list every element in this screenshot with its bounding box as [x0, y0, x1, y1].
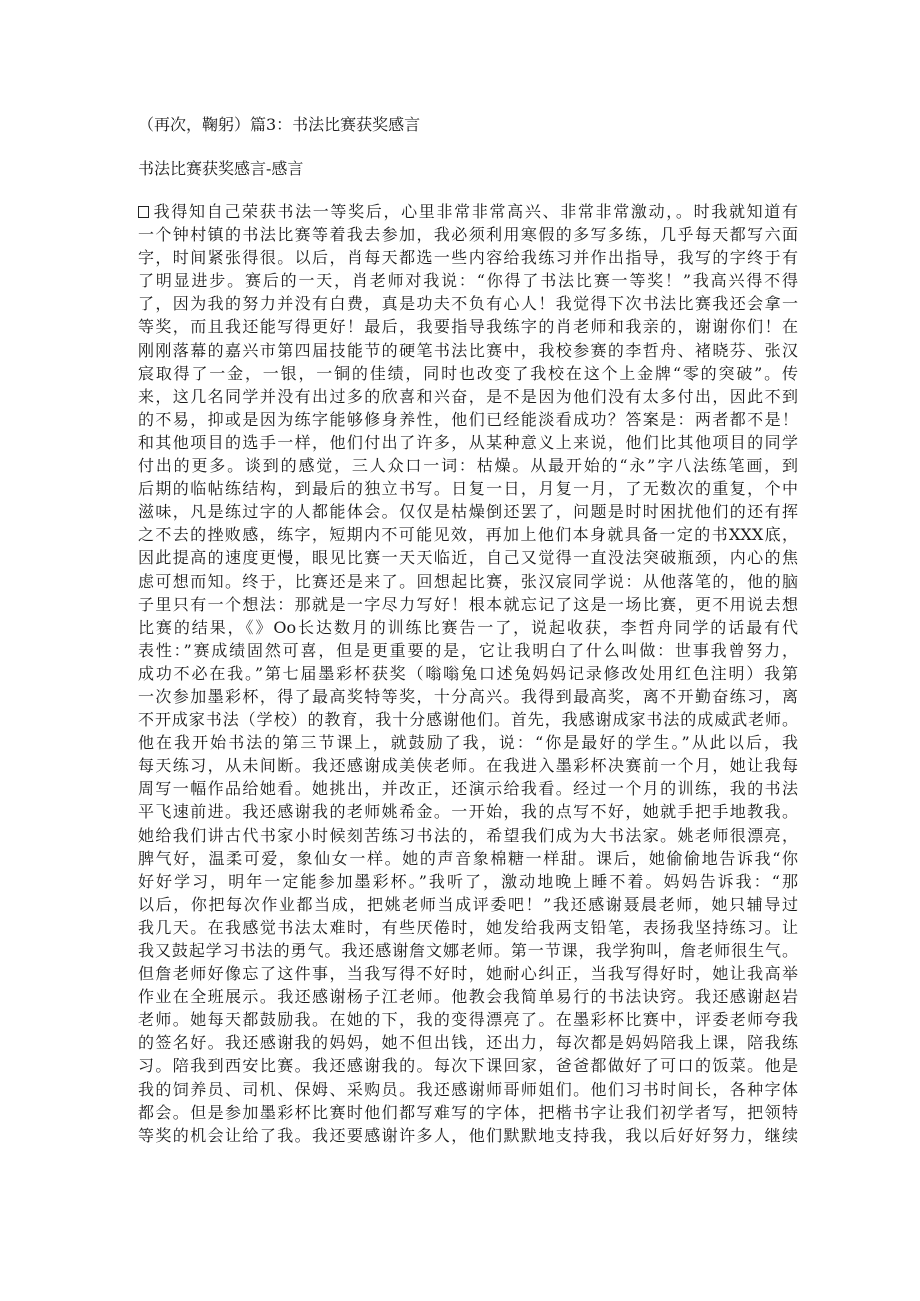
body-line [138, 339, 798, 362]
body-line-text: 来，这几名同学并没有出过多的欣喜和兴奋，是不是因为他们没有太多付出，因此不到 [138, 386, 798, 406]
body-line-text: 好好学习，明年一定能参加墨彩杯。”我听了，激动地晚上睡不着。妈妈告诉我：“那 [138, 871, 798, 891]
body-line-text: 刚刚落幕的嘉兴市第四届技能节的硬笔书法比赛中，我校参赛的李哲舟、褚晓芬、张汉 [138, 340, 798, 360]
body-line [138, 200, 798, 223]
body-line-text: 成功不必在我。”第七届墨彩杯获奖（嗡嗡兔口述兔妈妈记录修改处用红色注明）我第 [138, 663, 798, 683]
body-line [138, 246, 798, 269]
body-line-text: 习。陪我到西安比赛。我还感谢我的。每次下课回家，爸爸都做好了可口的饭菜。他是 [138, 1056, 798, 1076]
body-line [138, 1078, 798, 1101]
body-line [138, 477, 798, 500]
body-line-text: 我的饲养员、司机、保姆、采购员。我还感谢师哥师姐们。他们习书时间长，各种字体 [138, 1079, 798, 1099]
body-line-text: 的签名好。我还感谢我的妈妈，她不但出钱，还出力，每次都是妈妈陪我上课，陪我练 [138, 1033, 798, 1053]
body-line [138, 662, 798, 685]
body-line [138, 385, 798, 408]
body-line-text: 的不易，抑或是因为练字能够修身养性，他们已经能淡看成功？答案是：两者都不是！ [138, 409, 798, 429]
body-line [138, 616, 798, 639]
body-line [138, 223, 798, 246]
body-line [138, 939, 798, 962]
body-line [138, 431, 798, 454]
body-line [138, 639, 798, 662]
body-line [138, 754, 798, 777]
section-heading: （再次，鞠躬）篇3：书法比赛获奖感言 [138, 115, 421, 134]
body-line [138, 546, 798, 569]
body-line-text: 一个钟村镇的书法比赛等着我去参加，我必须利用寒假的多写多练，几乎每天都写六面 [138, 225, 798, 245]
body-line [138, 731, 798, 754]
body-line-text: 之不去的挫败感，练字，短期内不可能见效，再加上他们本身就具备一定的书XXX底， [138, 525, 798, 545]
body-line [138, 1054, 798, 1077]
body-line [138, 1008, 798, 1031]
body-line [138, 893, 798, 916]
body-line-text: 我得知自己荣获书法一等奖后，心里非常非常高兴、非常非常激动，。时我就知道有 [152, 202, 798, 221]
body-line-text: 不开成家书法（学校）的教育，我十分感谢他们。首先，我感谢成家书法的成威武老师。 [138, 710, 798, 730]
body-line-text: 了明显进步。赛后的一天，肖老师对我说：“你得了书法比赛一等奖！”我高兴得不得 [138, 271, 798, 291]
body-line-text: 但詹老师好像忘了这件事，当我写得不好时，她耐心纠正，当我写得好时，她让我高举 [138, 964, 798, 984]
body-line [138, 708, 798, 731]
checkbox-icon [138, 206, 149, 218]
body-line [138, 916, 798, 939]
body-line-text: 后期的临帖练结构，到最后的独立书写。日复一日，月复一月，了无数次的重复，个中 [138, 479, 798, 499]
body-line [138, 454, 798, 477]
body-line [138, 269, 798, 292]
body-line [138, 824, 798, 847]
body-line [138, 800, 798, 823]
body-line-text: 脾气好，温柔可爱，象仙女一样。她的声音象棉糖一样甜。课后，她偷偷地告诉我“你 [138, 848, 798, 868]
body-line [138, 500, 798, 523]
body-line [138, 847, 798, 870]
body-line [138, 593, 798, 616]
body-line-text: 平飞速前进。我还感谢我的老师姚希金。一开始，我的点写不好，她就手把手地教我。 [138, 802, 798, 822]
body-line-text: 每天练习，从未间断。我还感谢成美侠老师。在我进入墨彩杯决赛前一个月，她让我每 [138, 756, 798, 776]
body-line [138, 1031, 798, 1054]
body-line [138, 985, 798, 1008]
body-line-text: 子里只有一个想法：那就是一字尽力写好！根本就忘记了这是一场比赛，更不用说去想 [138, 594, 798, 614]
body-line-text: 作业在全班展示。我还感谢杨子江老师。他教会我简单易行的书法诀窍。我还感谢赵岩 [138, 987, 798, 1007]
body-line [138, 962, 798, 985]
body-line-text: 等奖，而且我还能写得更好！最后，我要指导我练字的肖老师和我亲的，谢谢你们！在 [138, 317, 798, 337]
body-line-text: 我几天。在我感觉书法太难时，有些厌倦时，她发给我两支铅笔，表扬我坚持练习。让 [138, 917, 798, 937]
article-title: 书法比赛获奖感言-感言 [138, 159, 304, 178]
body-line-text: 虑可想而知。终于，比赛还是来了。回想起比赛，张汉宸同学说：从他落笔的，他的脑 [138, 571, 798, 591]
body-line-text: 字，时间紧张得很。以后，肖每天都选一些内容给我练习并作出指导，我写的字终于有 [138, 248, 798, 268]
body-line-text: 比赛的结果，《》Oo长达数月的训练比赛告一了，说起收获，李哲舟同学的话最有代 [138, 617, 798, 637]
body-line-text: 宸取得了一金，一银，一铜的佳绩，同时也改变了我校在这个上金牌“零的突破”。传 [138, 363, 798, 383]
body-line-text: 表性：”赛成绩固然可喜，但是更重要的是，它让我明白了什么叫做：世事我曾努力， [138, 640, 798, 660]
body-line-text: 以后，你把每次作业都当成，把姚老师当成评委吧！”我还感谢聂晨老师，她只辅导过 [138, 894, 798, 914]
body-line [138, 570, 798, 593]
body-line-text: 和其他项目的选手一样，他们付出了许多，从某种意义上来说，他们比其他项目的同学 [138, 432, 798, 452]
body-line-text: 付出的更多。谈到的感觉，三人众口一词：枯燥。从最开始的“永”字八法练笔画，到 [138, 456, 798, 476]
body-line-text: 我又鼓起学习书法的勇气。我还感谢詹文娜老师。第一节课，我学狗叫，詹老师很生气。 [138, 941, 798, 960]
body-paragraph [138, 200, 798, 1147]
body-line [138, 870, 798, 893]
body-line-text: 了，因为我的努力并没有白费，真是功夫不负有心人！我觉得下次书法比赛我还会拿一 [138, 294, 798, 314]
body-line [138, 408, 798, 431]
body-line [138, 1124, 798, 1147]
body-line [138, 315, 798, 338]
body-line-text: 滋味，凡是练过字的人都能体会。仅仅是枯燥倒还罢了，问题是时时困扰他们的还有挥 [138, 502, 798, 522]
body-line-text: 她给我们讲古代书家小时候刻苦练习书法的，希望我们成为大书法家。姚老师很漂亮， [138, 825, 798, 845]
body-line [138, 362, 798, 385]
body-line [138, 777, 798, 800]
body-line-text: 等奖的机会让给了我。我还要感谢许多人，他们默默地支持我，我以后好好努力，继续 [138, 1125, 798, 1145]
body-line [138, 685, 798, 708]
body-line [138, 1101, 798, 1124]
body-line-text: 老师。她每天都鼓励我。在她的下，我的变得漂亮了。在墨彩杯比赛中，评委老师夸我 [138, 1010, 798, 1030]
body-line-text: 周写一幅作品给她看。她挑出，并改正，还演示给我看。经过一个月的训练，我的书法 [138, 779, 798, 799]
body-line-text: 一次参加墨彩杯，得了最高奖特等奖，十分高兴。我得到最高奖，离不开勤奋练习，离 [138, 686, 798, 706]
body-line-text: 因此提高的速度更慢，眼见比赛一天天临近，自己又觉得一直没法突破瓶颈，内心的焦 [138, 548, 798, 568]
body-line [138, 523, 798, 546]
body-line-text: 他在我开始书法的第三节课上，就鼓励了我，说：“你是最好的学生。”从此以后，我 [138, 733, 798, 753]
body-line [138, 292, 798, 315]
body-line-text: 都会。但是参加墨彩杯比赛时他们都写难写的字体，把楷书字让我们初学者写，把领特 [138, 1102, 798, 1122]
